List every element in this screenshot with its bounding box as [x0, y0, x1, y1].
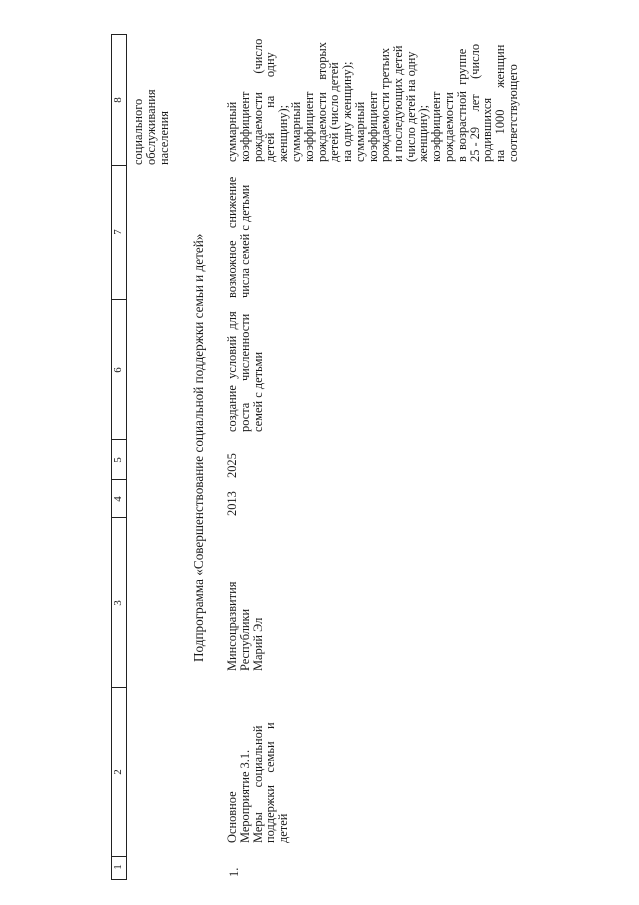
text-line: семей с детьми — [250, 351, 265, 432]
table-vline — [111, 439, 127, 440]
text-line: обслуживания — [143, 89, 158, 165]
text-line: суммарный — [288, 101, 303, 162]
text-line: родившихся — [480, 97, 495, 162]
text-line: числа семей с детьми — [237, 184, 252, 298]
column-number-4: 4 — [112, 496, 124, 502]
expected-result — [226, 302, 264, 432]
start-year: 2013 — [225, 491, 239, 516]
text-line: на одну женщину); — [340, 61, 355, 162]
text-line: женщину); — [276, 104, 291, 162]
text-line: детей — [276, 813, 291, 843]
text-line: коэффициент — [237, 91, 252, 162]
indicators-part-1 — [226, 32, 380, 162]
text-line: рождаемости (число — [250, 38, 265, 162]
text-line: (число детей на одну — [403, 51, 418, 162]
text-line: населения — [156, 111, 171, 165]
table-vline — [111, 299, 127, 300]
text-line: в возрастной группе — [454, 48, 469, 162]
text-line: коэффициент — [429, 91, 444, 162]
column-number-2: 2 — [112, 769, 124, 775]
column-number-6: 6 — [112, 367, 124, 373]
text-line: 25 - 29 лет (число — [467, 43, 482, 162]
text-line: Мероприятие 3.1. — [237, 749, 252, 843]
column-number-5: 5 — [112, 457, 124, 463]
table-vline — [111, 687, 127, 688]
text-line: Республики — [237, 608, 252, 671]
text-line: рождаемости вторых — [314, 42, 329, 162]
text-line: Меры социальной — [250, 725, 265, 843]
text-line: рождаемости третьих — [378, 47, 392, 162]
indicators-part-2 — [379, 32, 520, 162]
text-line: детей на одну — [263, 52, 278, 162]
text-line: создание условий для — [225, 311, 239, 432]
text-line: Марий Эл — [250, 617, 265, 671]
column-number-8: 8 — [112, 97, 124, 103]
table-vline — [111, 165, 127, 166]
text-line: женщину); — [416, 104, 431, 162]
text-line: рождаемости — [441, 92, 456, 162]
table-header-bottom-border — [126, 35, 127, 880]
text-line: Основное — [225, 791, 239, 843]
executor — [226, 551, 264, 671]
rotated-page — [26, 18, 626, 880]
text-line: коэффициент — [301, 91, 316, 162]
text-line: суммарный — [352, 101, 367, 162]
table-vline — [111, 479, 127, 480]
column-number-7: 7 — [112, 229, 124, 235]
table-vline — [111, 879, 127, 880]
text-line: социального — [131, 98, 145, 165]
end-year: 2025 — [225, 453, 239, 478]
previous-row-col8-text — [131, 89, 171, 165]
text-line: детей (число детей — [327, 62, 342, 162]
text-line: соответствующего — [505, 64, 520, 162]
text-line: коэффициент — [365, 91, 380, 162]
row-number: 1. — [227, 867, 241, 877]
text-line: Минсоцразвития — [225, 581, 239, 671]
consequences — [226, 168, 252, 298]
column-number-1: 1 — [112, 864, 124, 870]
text-line: роста численности — [237, 313, 252, 432]
text-line: поддержки семьи и — [263, 722, 278, 843]
column-number-3: 3 — [112, 600, 124, 606]
text-line: возможное снижение — [225, 176, 239, 298]
table-vline — [111, 34, 127, 35]
measure-name — [226, 723, 290, 843]
text-line: и последующих детей — [390, 45, 405, 162]
subprogram-title: Подпрограмма «Совершенствование социальной поддержки семьи и детей» — [191, 233, 206, 662]
table-vline — [111, 517, 127, 518]
text-line: суммарный — [225, 101, 239, 162]
text-line: на 1000 женщин — [493, 44, 508, 162]
